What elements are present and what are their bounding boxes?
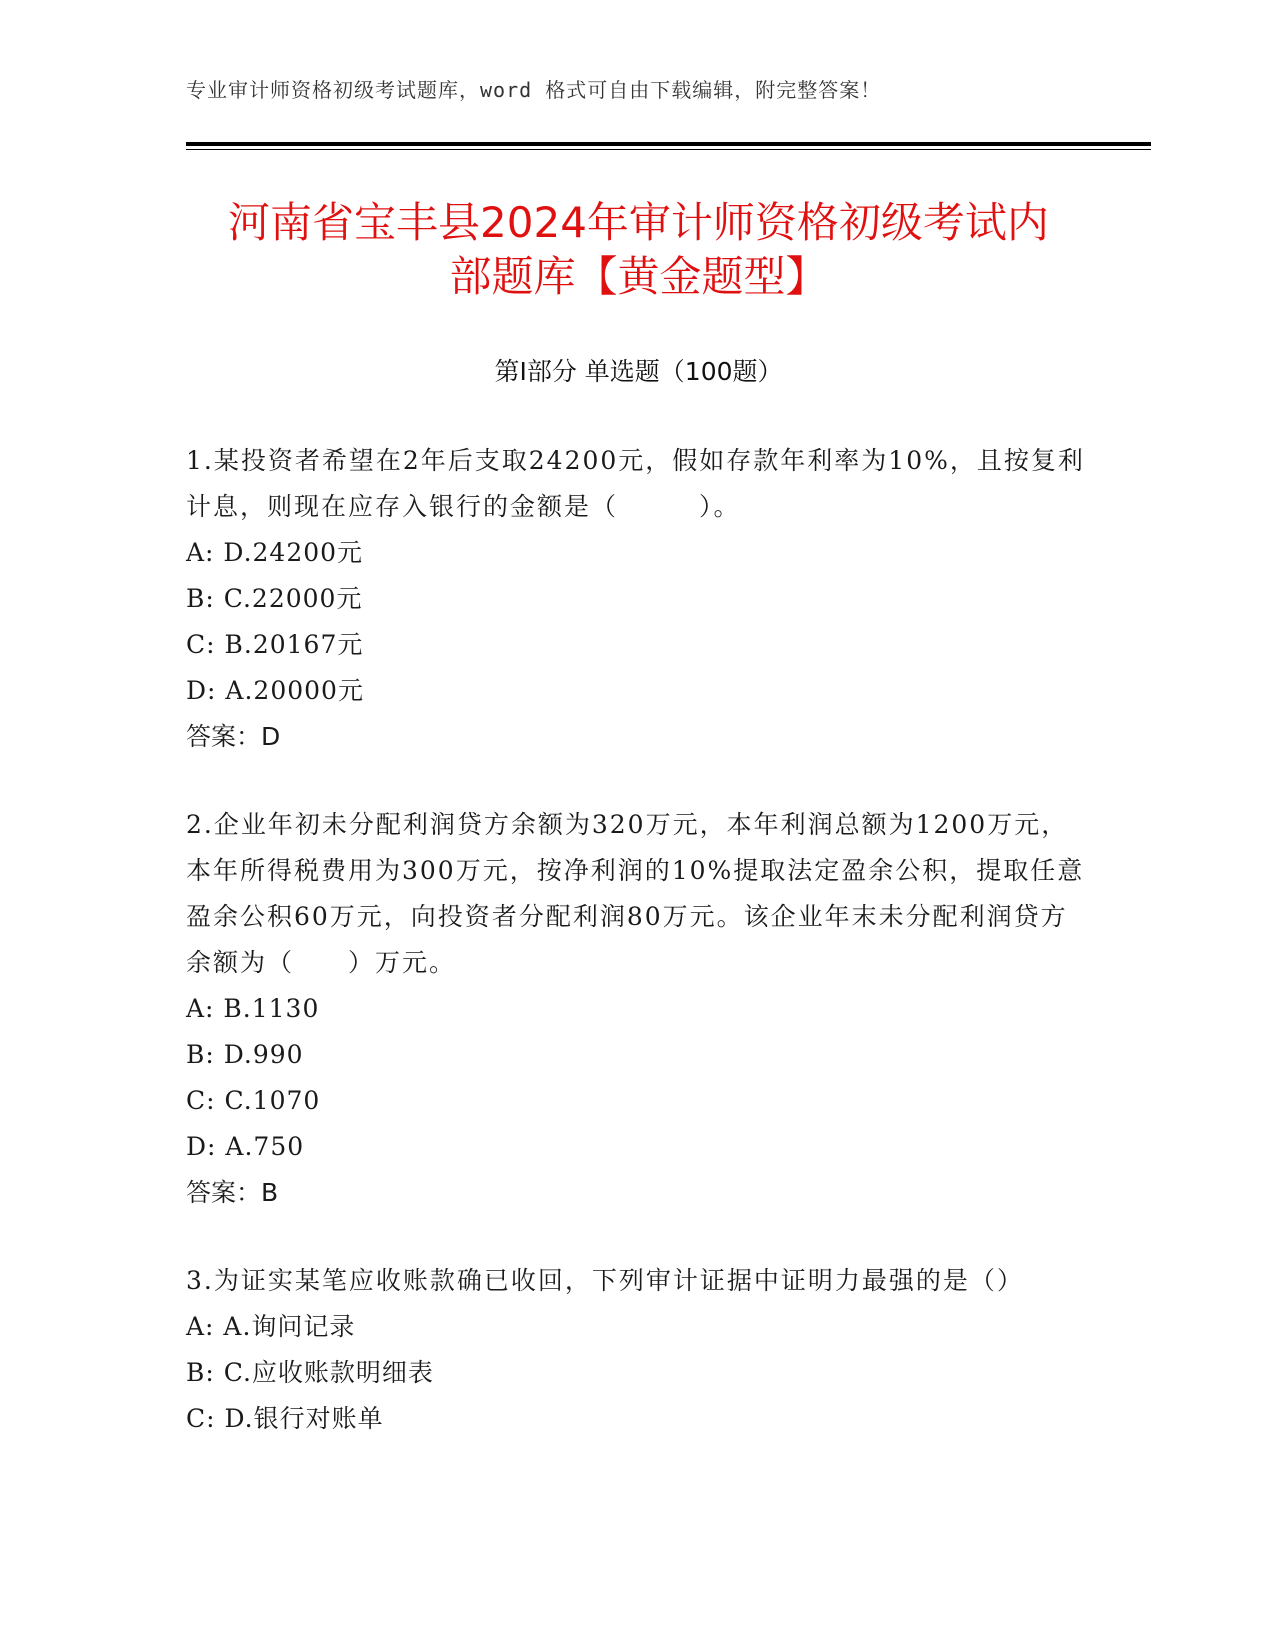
question-2: [186, 802, 1086, 1216]
header-rule-thin: [186, 149, 1151, 150]
option-a: A: A.询问记录: [186, 1312, 356, 1341]
option-d: D: A.20000元: [186, 676, 364, 705]
header-note: 专业审计师资格初级考试题库，word 格式可自由下载编辑，附完整答案！: [186, 78, 882, 102]
question-text: 3.为证实某笔应收账款确已收回，下列审计证据中证明力最强的是（）: [186, 1266, 1024, 1295]
option-b: B: C.22000元: [186, 584, 363, 613]
option-a: A: B.1130: [186, 994, 320, 1023]
question-3: [186, 1258, 1086, 1442]
option-c: C: D.银行对账单: [186, 1404, 384, 1433]
question-text: 2.企业年初未分配利润贷方余额为320万元，本年利润总额为1200万元，本年所得税费用为300万元，按净利润的10%提取法定盈余公积，提取任意盈余公积60万元，向投资者分配利润80万元。该企业年末未分配利润贷方余额为（ ）万元。: [186, 810, 1085, 977]
document-title: [186, 196, 1091, 304]
option-b: B: D.990: [186, 1040, 304, 1069]
option-b: B: C.应收账款明细表: [186, 1358, 434, 1387]
answer: 答案：B: [186, 1178, 279, 1207]
option-c: C: B.20167元: [186, 630, 364, 659]
question-text: 1.某投资者希望在2年后支取24200元，假如存款年利率为10%，且按复利计息，则现在应存入银行的金额是（ ）。: [186, 446, 1085, 521]
option-a: A: D.24200元: [186, 538, 364, 567]
question-1: [186, 438, 1086, 760]
option-d: D: A.750: [186, 1132, 305, 1161]
question-list: [186, 438, 1086, 1484]
answer: 答案：D: [186, 722, 281, 751]
title-line-2: 部题库【黄金题型】: [449, 252, 828, 301]
title-line-1: 河南省宝丰县2024年审计师资格初级考试内: [228, 198, 1049, 247]
header-rule-thick: [186, 142, 1151, 146]
section-title: 第I部分 单选题（100题）: [494, 357, 783, 386]
option-c: C: C.1070: [186, 1086, 321, 1115]
